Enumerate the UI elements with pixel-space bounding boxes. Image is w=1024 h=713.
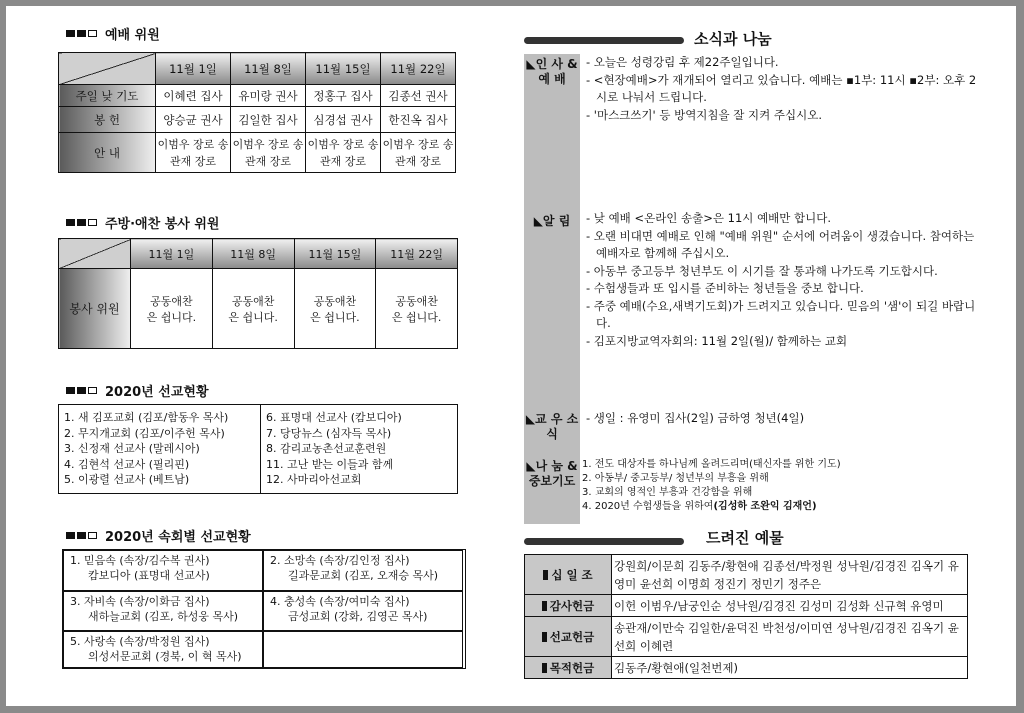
table-cell: 공동애찬은 쉽니다. <box>212 269 294 349</box>
news-line: - 오랜 비대면 예배로 인해 "예배 위원" 순서에 어려움이 생겼습니다. 참여하는 예배자로 함께해 주십시오. <box>586 228 975 260</box>
heading-bar <box>524 37 684 44</box>
prayer-line: 3. 교회의 영적인 부흥과 건강함을 위해 <box>582 487 753 498</box>
bar-icon <box>542 601 547 611</box>
list-item: 3. 신정재 선교사 (말레시아) <box>64 442 200 455</box>
bulletin-page <box>6 6 1016 706</box>
bar-icon <box>542 663 547 673</box>
row-label: 안 내 <box>59 133 156 173</box>
news-line: - 생일 : 유영미 집사(2일) 금하영 청년(4일) <box>586 411 805 425</box>
table-cell: 이범우 장로 송관재 장로 <box>306 133 381 173</box>
table-cell: 이범우 장로 송관재 장로 <box>381 133 456 173</box>
list-item: 5. 이광렬 선교사 (베트남) <box>64 473 190 486</box>
date-header: 11월 8일 <box>212 239 294 269</box>
district-heading: 2020년 속회별 선교현황 <box>66 526 251 545</box>
table-cell: 한진옥 집사 <box>381 107 456 133</box>
square-icon <box>66 219 75 226</box>
kitchen-table <box>58 238 458 349</box>
square-icon <box>77 387 86 394</box>
square-icon <box>77 219 86 226</box>
table-corner <box>59 53 156 85</box>
news-line: - 오늘은 성령강림 후 제22주일입니다. <box>586 55 779 69</box>
table-cell: 양승균 권사 <box>156 107 231 133</box>
table-cell: 심경섭 권사 <box>306 107 381 133</box>
table-cell: 공동애찬은 쉽니다. <box>131 269 213 349</box>
list-item: 2. 무지개교회 (김포/이주헌 목사) <box>64 426 225 440</box>
table-cell: 공동애찬은 쉽니다. <box>294 269 376 349</box>
news-label-members: ◣교 우 소 식 <box>525 412 579 441</box>
date-header: 11월 1일 <box>131 239 213 269</box>
square-outline-icon <box>88 30 97 37</box>
district-grid <box>62 549 466 669</box>
table-cell: 김일한 집사 <box>231 107 306 133</box>
row-label: 주일 낮 기도 <box>59 85 156 107</box>
news-line: - 김포지방교역자회의: 11월 2일(월)/ 함께하는 교회 <box>586 333 848 348</box>
offering-label: 십 일 조 <box>525 555 612 595</box>
table-cell: 공동애찬은 쉽니다. <box>376 269 458 349</box>
prayer-line: 1. 전도 대상자를 하나님께 올려드리며(태신자를 위한 기도) <box>582 459 841 470</box>
square-icon <box>66 387 75 394</box>
district-cell: 3. 자비속 (속장/이화금 집사) 새하늘교회 (김포, 하성웅 목사) <box>63 591 263 632</box>
date-header: 11월 15일 <box>306 53 381 85</box>
square-icon <box>66 30 75 37</box>
list-item: 1. 새 김포교회 (김포/함동우 목사) <box>64 411 229 424</box>
news-line: - 낮 예배 <온라인 송출>은 11시 예배만 합니다. <box>586 211 832 225</box>
label-column <box>524 54 580 524</box>
square-outline-icon <box>88 387 97 394</box>
news-prayer <box>582 458 977 514</box>
worship-heading: 예배 위원 <box>66 24 160 43</box>
square-icon <box>77 30 86 37</box>
heading-bar <box>524 538 684 545</box>
row-label: 봉사 위원 <box>59 269 131 349</box>
offering-value: 김동주/황현애(일천번제) <box>612 657 968 679</box>
news-line: - 아동부 중고등부 청년부도 이 시기를 잘 통과해 나가도록 기도합시다. <box>586 263 938 278</box>
news-line: - 수험생들과 또 입시를 준비하는 청년들을 중보 합니다. <box>586 281 864 295</box>
offering-heading: 드려진 예물 <box>706 529 784 547</box>
square-outline-icon <box>88 219 97 226</box>
prayer-line: 4. 2020년 수험생들을 위하여(김성하 조완익 김재언) <box>582 501 817 512</box>
table-cell: 이범우 장로 송관재 장로 <box>156 133 231 173</box>
offering-value: 강원희/이문희 김동주/황현애 김종선/박정원 성낙원/김경진 김옥기 유영미 윤선희 이명희 정진기 정민기 정주은 <box>612 555 968 595</box>
table-cell: 정홍구 집사 <box>306 85 381 107</box>
district-cell: 4. 충성속 (속장/여미숙 집사) 금성교회 (강화, 김영곤 목사) <box>263 591 463 632</box>
list-item: 8. 감리교농촌선교훈련원 <box>266 442 387 455</box>
offering-label: 목적헌금 <box>525 657 612 679</box>
date-header: 11월 22일 <box>381 53 456 85</box>
square-outline-icon <box>88 532 97 539</box>
district-cell: 2. 소망속 (속장/김인정 집사) 길과문교회 (김포, 오재승 목사) <box>263 550 463 591</box>
offering-value: 송관재/이만숙 김일한/윤덕진 박천성/이미연 성낙원/김경진 김옥기 윤선희 이혜련 <box>612 617 968 657</box>
date-header: 11월 1일 <box>156 53 231 85</box>
news-notice <box>586 210 981 350</box>
news-members <box>586 410 981 428</box>
news-line: - '마스크쓰기' 등 방역지침을 잘 지켜 주십시오. <box>586 107 823 122</box>
table-corner <box>59 239 131 269</box>
worship-table <box>58 52 456 173</box>
date-header: 11월 8일 <box>231 53 306 85</box>
district-cell: 1. 믿음속 (속장/김수복 권사) 캄보디아 (표명대 선교사) <box>63 550 263 591</box>
offering-table <box>524 554 968 679</box>
table-cell: 이범우 장로 송관재 장로 <box>231 133 306 173</box>
news-label-prayer: ◣나 눔 & 중보기도 <box>524 459 580 489</box>
list-item: 4. 김현석 선교사 (필리핀) <box>64 457 190 471</box>
offering-label: 감사헌금 <box>525 595 612 617</box>
news-heading: 소식과 나눔 <box>694 30 772 48</box>
table-cell: 김종선 권사 <box>381 85 456 107</box>
list-item: 6. 표명대 선교사 (캄보디아) <box>266 411 402 424</box>
list-item: 11. 고난 받는 이들과 함께 <box>266 457 394 471</box>
table-cell: 유미랑 권사 <box>231 85 306 107</box>
district-cell: 5. 사랑속 (속장/박정원 집사) 의성서문교회 (경북, 이 혁 목사) <box>63 631 263 668</box>
square-icon <box>66 532 75 539</box>
district-cell-empty <box>263 631 463 668</box>
news-line: - 주중 예배(수요,새벽기도회)가 드려지고 있습니다. 믿음의 '샘'이 되길 바랍니다. <box>586 298 976 330</box>
mission-heading: 2020년 선교현황 <box>66 381 209 400</box>
prayer-line: 2. 아동부/ 중고등부/ 청년부의 부흥을 위해 <box>582 473 769 484</box>
kitchen-heading: 주방·애찬 봉사 위원 <box>66 213 219 232</box>
square-icon <box>77 532 86 539</box>
news-label-notice: ◣알 림 <box>524 212 580 229</box>
offering-value: 이헌 이범우/남궁인순 성낙원/김경진 김성미 김성화 신규혁 유영미 <box>612 595 968 617</box>
table-cell: 이혜련 집사 <box>156 85 231 107</box>
row-label: 봉 헌 <box>59 107 156 133</box>
mission-list <box>58 404 458 494</box>
list-item: 7. 당당뉴스 (심자득 목사) <box>266 426 392 440</box>
offering-label: 선교헌금 <box>525 617 612 657</box>
date-header: 11월 15일 <box>294 239 376 269</box>
date-header: 11월 22일 <box>376 239 458 269</box>
news-greeting <box>586 54 981 124</box>
bar-icon <box>543 570 548 580</box>
news-label-greeting: ◣인 사 & 예 배 <box>524 57 580 87</box>
news-line: - <현장예배>가 재개되어 열리고 있습니다. 예배는 ▪1부: 11시 ▪2부: 오후 2시로 나눠서 드립니다. <box>586 72 977 104</box>
bar-icon <box>542 632 547 642</box>
list-item: 12. 사마리아선교회 <box>266 473 362 486</box>
